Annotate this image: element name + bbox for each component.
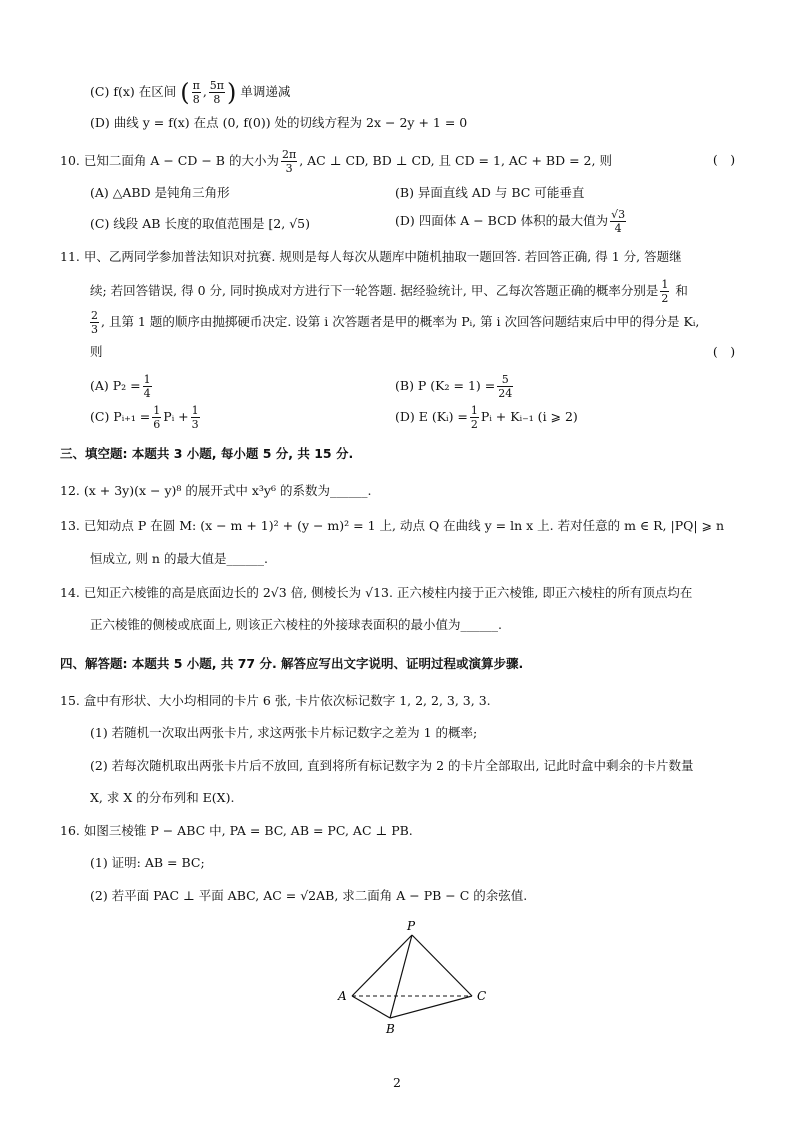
q15-stem-text: 盒中有形状、大小均相同的卡片 6 张, 卡片依次标记数字 1, 2, 2, 3, 3, 3.: [83, 693, 491, 708]
q11-option-b: [395, 372, 515, 400]
q14-line2: 正六棱锥的侧棱或底面上, 则该正六棱柱的外接球表面积的最小值为______.: [90, 617, 502, 632]
q14-line1-text: 已知正六棱锥的高是底面边长的 2√3 倍, 侧棱长为 √13. 正六棱柱内接于正六棱锥, 即正六棱柱的所有顶点均在: [83, 585, 693, 600]
q11-option-c: [90, 403, 202, 431]
q12: [60, 481, 371, 501]
q10-option-c: (C) 线段 AB 长度的取值范围是 [2, √5): [90, 216, 310, 231]
q11-d-text: (D) E (Kᵢ) =: [395, 409, 468, 424]
q14-line1: [60, 583, 692, 603]
q15-number: 15.: [60, 693, 80, 708]
q11-d-frac: $\frac{1}{2}$: [470, 404, 478, 431]
q9-c-frac1: $\frac{\pi}{8}$: [192, 79, 200, 106]
edge-PA: [352, 935, 412, 996]
q15-part2a: (2) 若每次随机取出两张卡片后不放回, 直到将所有标记数字为 2 的卡片全部取出, 记此时盒中剩余的卡片数量: [90, 758, 694, 773]
edge-PC: [412, 935, 472, 996]
q9-d-label: (D): [90, 115, 110, 130]
q11-line2: [90, 277, 688, 305]
edge-PB: [390, 935, 412, 1018]
q15-part1: (1) 若随机一次取出两张卡片, 求这两张卡片标记数字之差为 1 的概率;: [90, 725, 478, 740]
q11-line1-text: 甲、乙两同学参加普法知识对抗赛. 规则是每人每次从题库中随机抽取一题回答. 若回答正确, 得 1 分, 答题继: [83, 249, 682, 264]
q11-line3: [88, 308, 699, 336]
page-number: 2: [393, 1075, 401, 1090]
q12-text: (x + 3y)(x − y)⁸ 的展开式中 x³y⁶ 的系数为______.: [83, 483, 372, 498]
q9-c-close-paren: ): [227, 78, 237, 107]
q9-c-frac2: $\frac{5\pi}{8}$: [209, 79, 225, 106]
q9-option-c: (C) f(x) 在区间 ( $\frac{\pi}{8}$ , $\frac{5\pi}{8}$ ) 单调递减: [90, 78, 291, 107]
q16-part2: (2) 若平面 PAC ⊥ 平面 ABC, AC = √2AB, 求二面角 A − PB − C 的余弦值.: [90, 888, 528, 903]
q13-number: 13.: [60, 518, 80, 533]
q10-option-d: [395, 206, 628, 236]
q9-c-open-paren: (: [180, 78, 190, 107]
q10-stem: [60, 148, 740, 175]
q15-stem: [60, 691, 491, 711]
q13-line1-text: 已知动点 P 在圆 M: (x − m + 1)² + (y − m)² = 1 上, 动点 Q 在曲线 y = ln x 上. 若对任意的 m ∈ R, |PQ| ⩾ n: [83, 518, 725, 533]
q10-stem-b: , AC ⊥ CD, BD ⊥ CD, 且 CD = 1, AC + BD = 2, 则: [299, 153, 612, 168]
q10-answer-paren: ( ): [712, 152, 736, 167]
q16-stem: [60, 821, 413, 841]
q11-line1: [60, 247, 682, 267]
q11-c-frac2: $\frac{1}{3}$: [191, 404, 199, 431]
q10-d-text: (D) 四面体 A − BCD 体积的最大值为: [395, 213, 609, 228]
q10-stem-a: 已知二面角 A − CD − B 的大小为: [83, 153, 279, 168]
q11-b-text: (B) P (K₂ = 1) =: [395, 378, 496, 393]
q11-line2-and: 和: [675, 283, 688, 298]
q11-c-text: (C) Pᵢ₊₁ =: [90, 409, 151, 424]
q11-b-frac: $\frac{5}{24}$: [498, 373, 513, 400]
q11-answer-paren: ( ): [712, 344, 736, 359]
q10-number: 10.: [60, 153, 80, 168]
q11-line2-frac: $\frac{1}{2}$: [661, 278, 669, 305]
q10-d-frac: $\frac{√3}{4}$: [611, 208, 626, 235]
q11-line2-text: 续; 若回答错误, 得 0 分, 同时换成对方进行下一轮答题. 据经验统计, 甲、乙每次答题正确的概率分别是: [90, 283, 659, 298]
q10-frac: $\frac{2\pi}{3}$: [281, 148, 297, 175]
q13-line2: 恒成立, 则 n 的最大值是______.: [90, 551, 268, 566]
vertex-label-B: B: [386, 1022, 395, 1036]
q11-c-frac1: $\frac{1}{6}$: [153, 404, 161, 431]
edge-BC: [390, 996, 472, 1018]
q11-number: 11.: [60, 249, 80, 264]
q9-option-d: [90, 113, 467, 133]
q13-line1: [60, 516, 724, 536]
edge-AB: [352, 996, 390, 1018]
q9-c-label: (C): [90, 84, 110, 99]
q12-number: 12.: [60, 483, 80, 498]
vertex-label-C: C: [477, 989, 487, 1003]
q11-line4: 则: [90, 344, 103, 359]
q11-d-tail: Pᵢ + Kᵢ₋₁ (i ⩾ 2): [480, 409, 578, 424]
vertex-label-P: P: [407, 919, 416, 933]
q9-d-text: 曲线 y = f(x) 在点 (0, f(0)) 处的切线方程为 2x − 2y + 1 = 0: [113, 115, 468, 130]
q16-number: 16.: [60, 823, 80, 838]
q14-number: 14.: [60, 585, 80, 600]
q11-line3-frac: $\frac{2}{3}$: [91, 309, 98, 336]
q11-line3-text: , 且第 1 题的顺序由抛掷硬币决定. 设第 i 次答题者是甲的概率为 Pᵢ, 第 i 次回答问题结束后中甲的得分是 Kᵢ,: [101, 314, 700, 329]
q9-c-text: f(x) 在区间: [113, 84, 177, 99]
q10-option-a: (A) △ABD 是钝角三角形: [90, 185, 230, 200]
q16-stem-text: 如图三棱锥 P − ABC 中, PA = BC, AB = PC, AC ⊥ PB.: [83, 823, 413, 838]
q11-option-a: [90, 372, 154, 400]
q9-c-text-b: 单调递减: [240, 84, 291, 99]
vertex-label-A: A: [338, 989, 347, 1003]
q11-a-frac: $\frac{1}{4}$: [143, 373, 151, 400]
q11-option-d: [395, 403, 578, 431]
q10-option-b: (B) 异面直线 AD 与 BC 可能垂直: [395, 185, 585, 200]
q11-c-mid: Pᵢ +: [163, 409, 189, 424]
q16-part1: (1) 证明: AB = BC;: [90, 855, 205, 870]
q11-a-text: (A) P₂ =: [90, 378, 141, 393]
section-4-heading: 四、解答题: 本题共 5 小题, 共 77 分. 解答应写出文字说明、证明过程或演算步骤.: [60, 656, 524, 671]
section-3-heading: 三、填空题: 本题共 3 小题, 每小题 5 分, 共 15 分.: [60, 446, 354, 461]
q15-part2b: X, 求 X 的分布列和 E(X).: [90, 790, 235, 805]
